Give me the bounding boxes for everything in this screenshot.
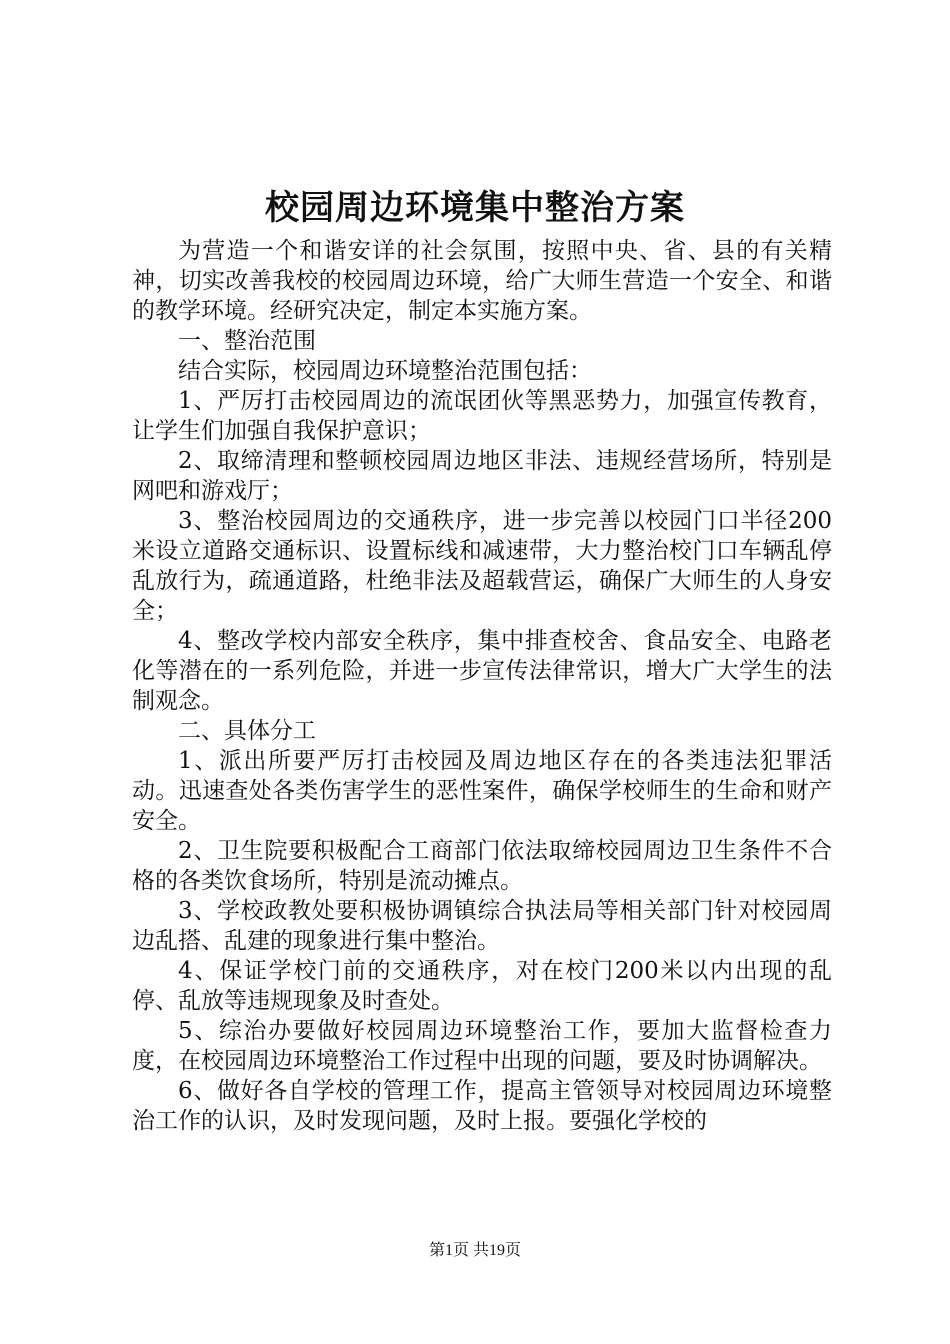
- list-item-division-1: 1、派出所要严厉打击校园及周边地区存在的各类违法犯罪活动。迅速查处各类伤害学生的恶性案件，确保学校师生的生命和财产安全。: [132, 748, 832, 834]
- document-title: 校园周边环境集中整治方案: [265, 188, 685, 228]
- list-item-scope-2: 2、取缔清理和整顿校园周边地区非法、违规经营场所，特别是网吧和游戏厅；: [132, 448, 832, 504]
- list-item-division-5: 5、综治办要做好校园周边环境整治工作，要加大监督检查力度，在校园周边环境整治工作过程中出现的问题，要及时协调解决。: [132, 1018, 832, 1074]
- list-item-division-4: 4、保证学校门前的交通秩序，对在校门200米以内出现的乱停、乱放等违规现象及时查处。: [132, 958, 832, 1014]
- list-item-scope-1: 1、严厉打击校园周边的流氓团伙等黑恶势力，加强宣传教育，让学生们加强自我保护意识；: [132, 388, 832, 444]
- list-item-scope-3: 3、整治校园周边的交通秩序，进一步完善以校园门口半径200米设立道路交通标识、设置标线和减速带，大力整治校门口车辆乱停乱放行为，疏通道路，杜绝非法及超载营运，确保广大师生的人身安全；: [132, 508, 832, 624]
- section-heading-scope: 一、整治范围: [178, 328, 316, 354]
- paragraph-intro: 为营造一个和谐安详的社会氛围，按照中央、省、县的有关精神，切实改善我校的校园周边环境，给广大师生营造一个安全、和谐的教学环境。经研究决定，制定本实施方案。: [132, 238, 832, 324]
- page-number: 第1页 共19页: [428, 1242, 521, 1259]
- list-item-division-6: 6、做好各自学校的管理工作，提高主管领导对校园周边环境整治工作的认识，及时发现问题，及时上报。要强化学校的: [132, 1078, 832, 1134]
- list-item-division-3: 3、学校政教处要积极协调镇综合执法局等相关部门针对校园周边乱搭、乱建的现象进行集中整治。: [132, 898, 832, 954]
- list-item-scope-4: 4、整改学校内部安全秩序，集中排查校舍、食品安全、电路老化等潜在的一系列危险，并进一步宣传法律常识，增大广大学生的法制观念。: [132, 628, 832, 714]
- document-body: [132, 236, 832, 1136]
- list-item-division-2: 2、卫生院要积极配合工商部门依法取缔校园周边卫生条件不合格的各类饮食场所，特别是流动摊点。: [132, 838, 832, 894]
- paragraph-scope-intro: 结合实际，校园周边环境整治范围包括：: [178, 358, 592, 384]
- section-heading-division: 二、具体分工: [178, 718, 316, 744]
